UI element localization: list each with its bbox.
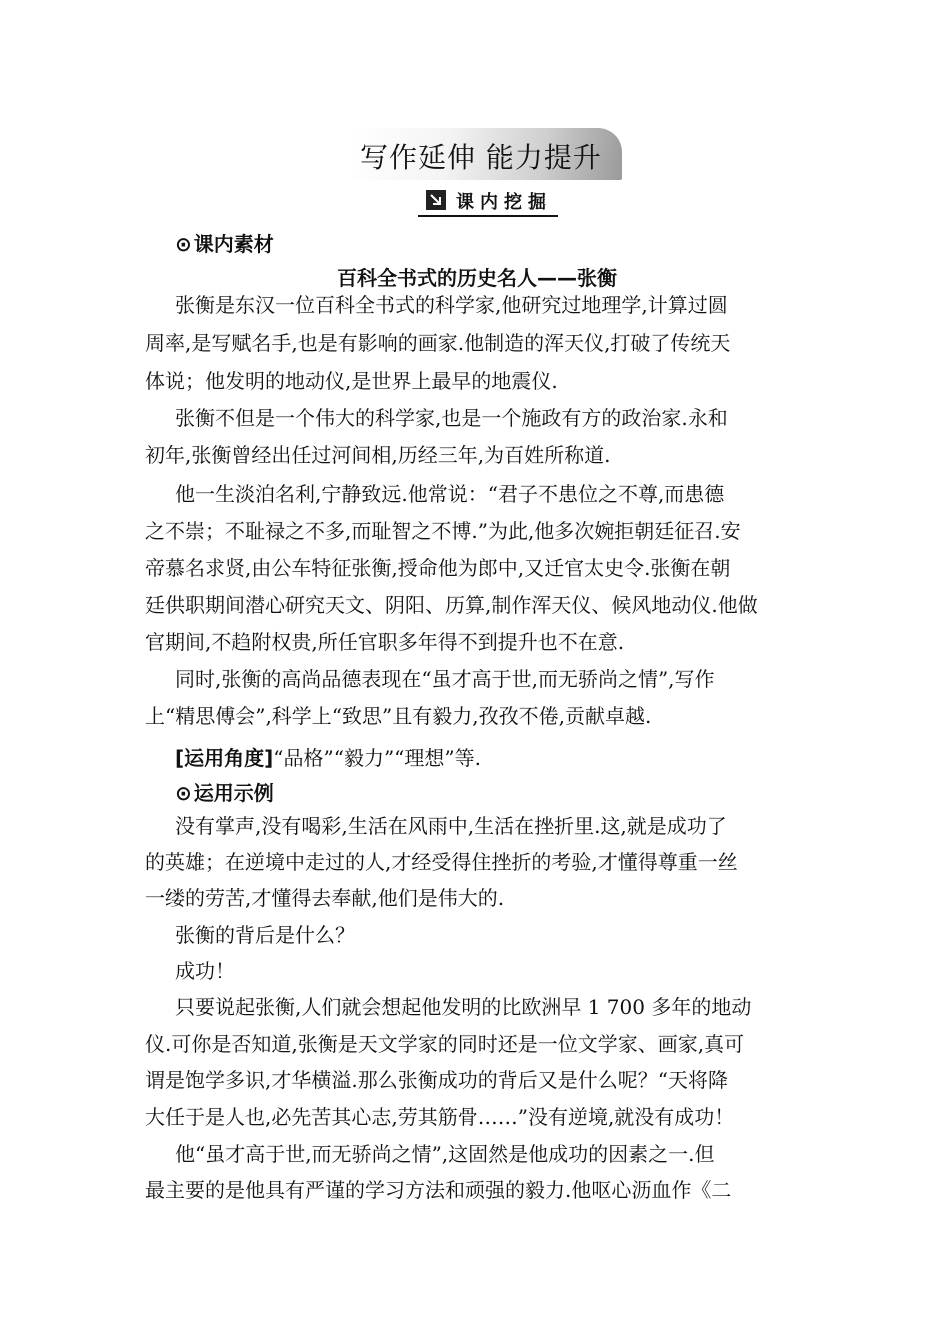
section-label-example: [175, 777, 274, 806]
paragraph-line: 成功！: [175, 959, 235, 983]
paragraph-line: 仪.可你是否知道,张衡是天文学家的同时还是一位文学家、画家,真可: [145, 1032, 745, 1056]
paragraph-line: 同时,张衡的高尚品德表现在“虽才高于世,而无骄尚之情”,写作: [175, 667, 715, 691]
subsection-heading: [418, 187, 558, 217]
section-label-text: 运用示例: [193, 781, 274, 805]
paragraph-line: 只要说起张衡,人们就会想起他发明的比欧洲早 1 700 多年的地动: [175, 995, 752, 1019]
usage-tag: [运用角度]: [175, 746, 274, 770]
paragraph-line: 大任于是人也,必先苦其心志,劳其筋骨……”没有逆境,就没有成功！: [145, 1105, 735, 1129]
paragraph-line: 他“虽才高于世,而无骄尚之情”,这固然是他成功的因素之一.但: [175, 1142, 715, 1166]
section-banner: [352, 128, 622, 180]
paragraph-line: 上“精思傅会”,科学上“致思”且有毅力,孜孜不倦,贡献卓越.: [145, 704, 652, 728]
paragraph-line: 帝慕名求贤,由公车特征张衡,授命他为郎中,又迁官太史令.张衡在朝: [145, 556, 731, 580]
paragraph-line: 张衡的背后是什么？: [175, 923, 355, 947]
paragraph-line: 体说；他发明的地动仪,是世界上最早的地震仪.: [145, 369, 558, 393]
paragraph-line: 他一生淡泊名利,宁静致远.他常说：“君子不患位之不尊,而患德: [175, 482, 725, 506]
paragraph-line: 谓是饱学多识,才华横溢.那么张衡成功的背后又是什么呢？“天将降: [145, 1068, 728, 1092]
paragraph-line: 初年,张衡曾经出任过河间相,历经三年,为百姓所称道.: [145, 443, 611, 467]
banner-title: 写作延伸 能力提升: [360, 141, 602, 174]
arrow-icon: [426, 190, 446, 210]
paragraph-line: 周率,是写赋名手,也是有影响的画家.他制造的浑天仪,打破了传统天: [145, 331, 731, 355]
paragraph-line: 之不崇；不耻禄之不多,而耻智之不博.”为此,他多次婉拒朝廷征召.安: [145, 519, 741, 543]
usage-text: “品格”“毅力”“理想”等.: [273, 746, 481, 770]
paragraph-line: 一缕的劳苦,才懂得去奉献,他们是伟大的.: [145, 886, 505, 910]
paragraph-line: 廷供职期间潜心研究天文、阴阳、历算,制作浑天仪、候风地动仪.他做: [145, 593, 758, 617]
usage-angle: [175, 742, 481, 771]
paragraph-line: 官期间,不趋附权贵,所任官职多年得不到提升也不在意.: [145, 630, 625, 654]
circle-dot-icon: ⊙: [175, 232, 192, 256]
subsection-label: 课内挖掘: [456, 192, 552, 213]
paragraph-line: 的英雄；在逆境中走过的人,才经受得住挫折的考验,才懂得尊重一丝: [145, 850, 738, 874]
section-label-text: 课内素材: [193, 232, 274, 256]
paragraph-line: 张衡是东汉一位百科全书式的科学家,他研究过地理学,计算过圆: [175, 293, 728, 317]
paragraph-line: 最主要的是他具有严谨的学习方法和顽强的毅力.他呕心沥血作《二: [145, 1178, 732, 1202]
paragraph-line: 张衡不但是一个伟大的科学家,也是一个施政有方的政治家.永和: [175, 406, 728, 430]
circle-dot-icon: ⊙: [175, 781, 192, 805]
article-title: 百科全书式的历史名人——张衡: [337, 266, 617, 290]
paragraph-line: 没有掌声,没有喝彩,生活在风雨中,生活在挫折里.这,就是成功了: [175, 814, 727, 838]
section-label-material: [175, 228, 274, 257]
